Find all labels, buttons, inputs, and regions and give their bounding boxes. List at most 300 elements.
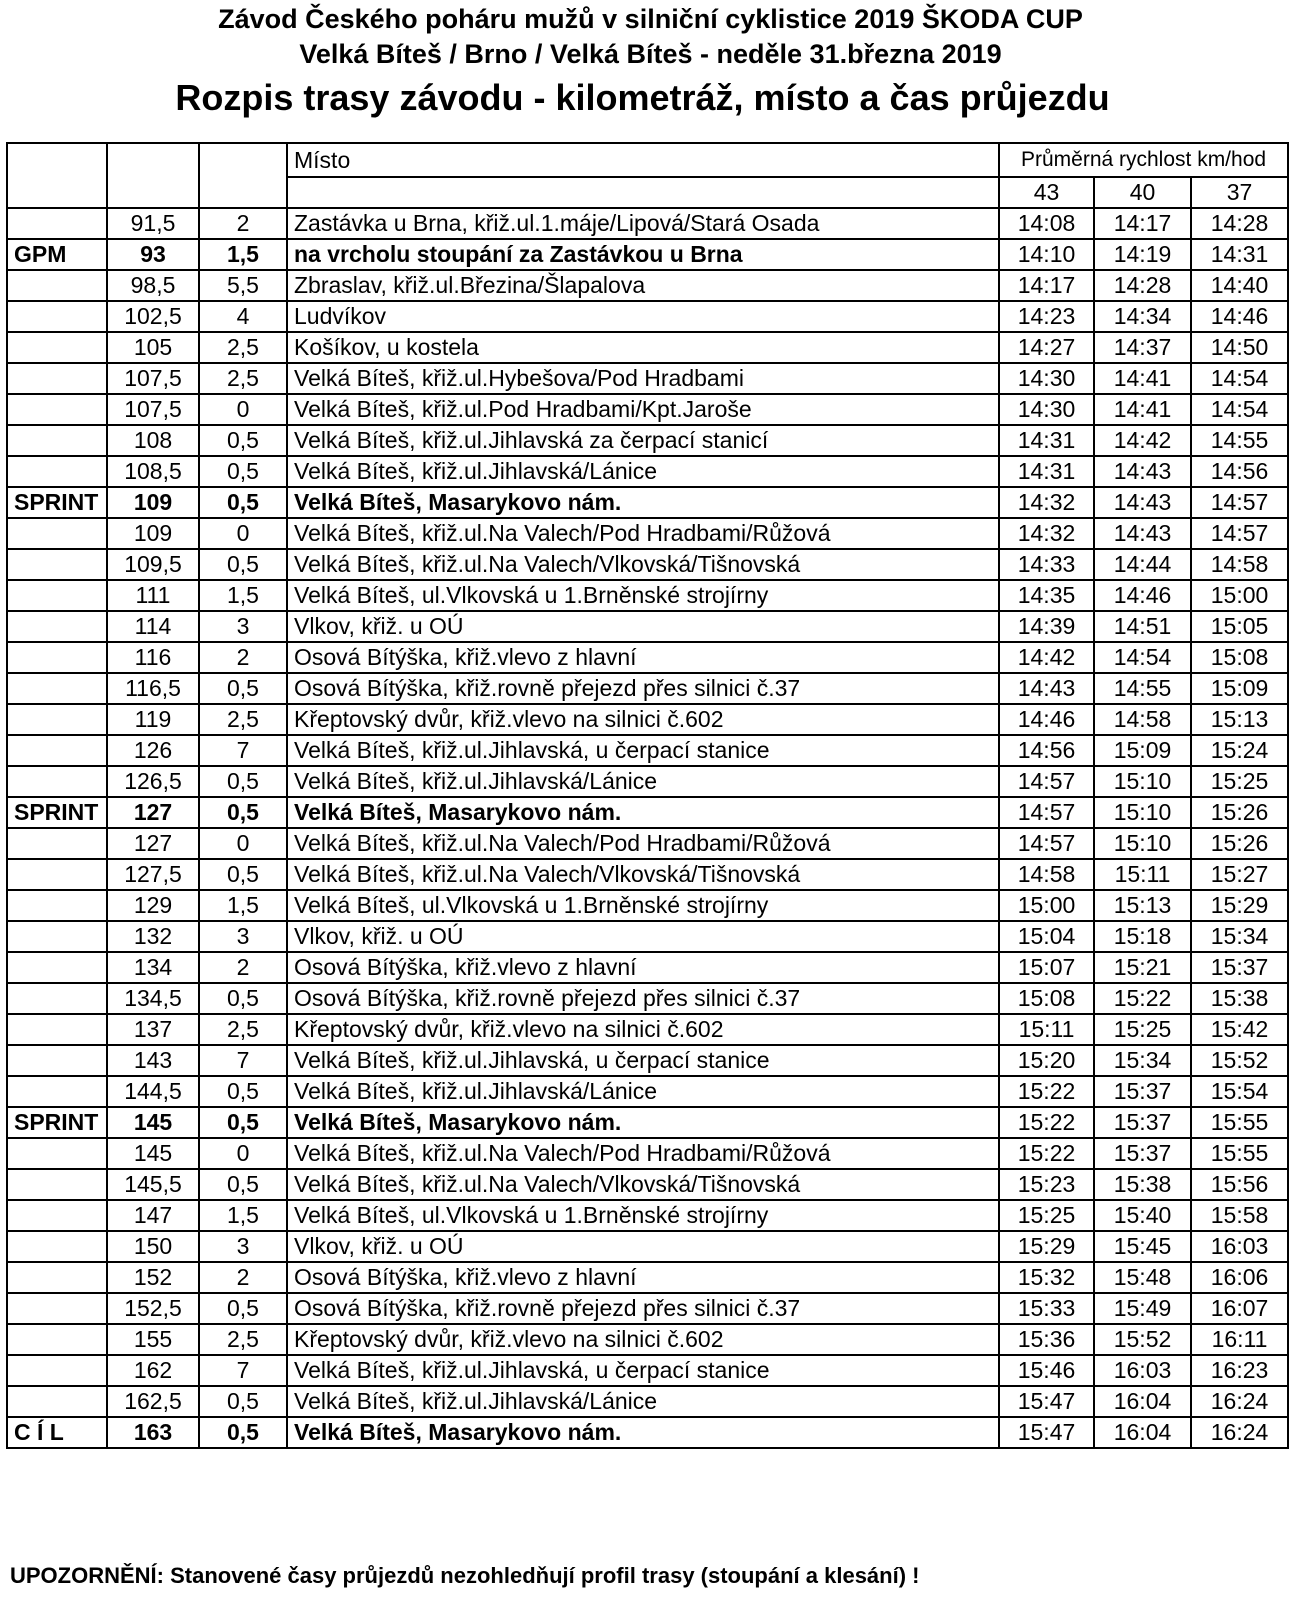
time-43-cell: 14:57 <box>999 828 1094 859</box>
km-cell: 129 <box>107 890 199 921</box>
time-43-cell: 15:25 <box>999 1200 1094 1231</box>
place-cell: Velká Bíteš, Masarykovo nám. <box>287 1417 999 1448</box>
place-header: Místo <box>287 143 999 177</box>
table-row <box>7 301 1288 332</box>
table-row <box>7 456 1288 487</box>
km-cell: 116,5 <box>107 673 199 704</box>
time-43-cell: 15:47 <box>999 1417 1094 1448</box>
place-cell: Křeptovský dvůr, křiž.vlevo na silnici č.602 <box>287 1014 999 1045</box>
distance-cell: 0,5 <box>199 673 287 704</box>
row-label <box>7 1293 107 1324</box>
row-label <box>7 208 107 239</box>
route-table-body <box>7 143 1288 1448</box>
distance-cell: 0,5 <box>199 983 287 1014</box>
row-label <box>7 518 107 549</box>
time-40-cell: 14:43 <box>1094 518 1191 549</box>
title-line-2: Velká Bíteš / Brno / Velká Bíteš - neděle 31.března 2019 <box>299 39 1002 69</box>
table-row <box>7 208 1288 239</box>
time-40-cell: 14:17 <box>1094 208 1191 239</box>
km-cell: 150 <box>107 1231 199 1262</box>
row-label <box>7 1355 107 1386</box>
time-40-cell: 15:10 <box>1094 828 1191 859</box>
time-43-cell: 15:22 <box>999 1076 1094 1107</box>
row-label <box>7 673 107 704</box>
time-40-cell: 15:18 <box>1094 921 1191 952</box>
time-37-cell: 14:58 <box>1191 549 1288 580</box>
time-37-cell: 14:50 <box>1191 332 1288 363</box>
time-40-cell: 14:54 <box>1094 642 1191 673</box>
distance-cell: 2 <box>199 208 287 239</box>
place-cell: Ludvíkov <box>287 301 999 332</box>
time-40-cell: 14:58 <box>1094 704 1191 735</box>
header-row <box>7 143 1288 177</box>
table-row <box>7 518 1288 549</box>
table-row <box>7 580 1288 611</box>
place-cell: Zastávka u Brna, křiž.ul.1.máje/Lipová/Stará Osada <box>287 208 999 239</box>
time-40-cell: 15:22 <box>1094 983 1191 1014</box>
place-cell: Velká Bíteš, křiž.ul.Na Valech/Vlkovská/Tišnovská <box>287 1169 999 1200</box>
row-label <box>7 1200 107 1231</box>
km-cell: 102,5 <box>107 301 199 332</box>
km-cell: 126 <box>107 735 199 766</box>
time-40-cell: 15:52 <box>1094 1324 1191 1355</box>
distance-cell: 3 <box>199 611 287 642</box>
route-table <box>6 142 1289 1449</box>
row-label <box>7 1262 107 1293</box>
distance-cell: 0,5 <box>199 456 287 487</box>
place-cell: Vlkov, křiž. u OÚ <box>287 921 999 952</box>
row-label <box>7 1386 107 1417</box>
time-43-cell: 14:56 <box>999 735 1094 766</box>
place-cell: Vlkov, křiž. u OÚ <box>287 1231 999 1262</box>
time-43-cell: 15:36 <box>999 1324 1094 1355</box>
time-40-cell: 15:11 <box>1094 859 1191 890</box>
table-row <box>7 549 1288 580</box>
place-cell: Osová Bítýška, křiž.rovně přejezd přes silnici č.37 <box>287 1293 999 1324</box>
time-40-cell: 15:40 <box>1094 1200 1191 1231</box>
km-cell: 109 <box>107 487 199 518</box>
row-label <box>7 983 107 1014</box>
place-cell: Velká Bíteš, ul.Vlkovská u 1.Brněnské strojírny <box>287 1200 999 1231</box>
row-label <box>7 1324 107 1355</box>
km-cell: 114 <box>107 611 199 642</box>
distance-cell: 0 <box>199 518 287 549</box>
table-row <box>7 363 1288 394</box>
time-43-cell: 14:57 <box>999 797 1094 828</box>
place-cell: Košíkov, u kostela <box>287 332 999 363</box>
place-cell: Velká Bíteš, křiž.ul.Hybešova/Pod Hradbami <box>287 363 999 394</box>
table-row <box>7 952 1288 983</box>
time-40-cell: 14:19 <box>1094 239 1191 270</box>
km-cell: 108 <box>107 425 199 456</box>
time-40-cell: 15:21 <box>1094 952 1191 983</box>
place-cell: Velká Bíteš, křiž.ul.Jihlavská, u čerpací stanice <box>287 1045 999 1076</box>
row-label: SPRINT <box>7 1107 107 1138</box>
distance-cell: 1,5 <box>199 580 287 611</box>
time-37-cell: 16:06 <box>1191 1262 1288 1293</box>
km-cell: 116 <box>107 642 199 673</box>
km-cell: 152,5 <box>107 1293 199 1324</box>
distance-cell: 0,5 <box>199 425 287 456</box>
time-37-cell: 14:55 <box>1191 425 1288 456</box>
place-cell: Velká Bíteš, křiž.ul.Na Valech/Pod Hradbami/Růžová <box>287 828 999 859</box>
time-43-cell: 14:58 <box>999 859 1094 890</box>
time-37-cell: 15:05 <box>1191 611 1288 642</box>
header-label-cell <box>7 143 107 208</box>
time-37-cell: 16:23 <box>1191 1355 1288 1386</box>
time-43-cell: 14:43 <box>999 673 1094 704</box>
time-37-cell: 15:34 <box>1191 921 1288 952</box>
row-label <box>7 1014 107 1045</box>
row-label: SPRINT <box>7 797 107 828</box>
row-label <box>7 580 107 611</box>
place-cell: Velká Bíteš, křiž.ul.Na Valech/Pod Hradbami/Růžová <box>287 518 999 549</box>
time-40-cell: 15:13 <box>1094 890 1191 921</box>
place-cell: Osová Bítýška, křiž.vlevo z hlavní <box>287 952 999 983</box>
time-43-cell: 14:30 <box>999 363 1094 394</box>
time-43-cell: 15:11 <box>999 1014 1094 1045</box>
distance-cell: 2 <box>199 1262 287 1293</box>
distance-cell: 2 <box>199 642 287 673</box>
row-label <box>7 952 107 983</box>
distance-cell: 0,5 <box>199 1417 287 1448</box>
place-cell: Velká Bíteš, křiž.ul.Jihlavská/Lánice <box>287 766 999 797</box>
table-row <box>7 1200 1288 1231</box>
time-40-cell: 15:10 <box>1094 797 1191 828</box>
place-cell: Velká Bíteš, křiž.ul.Jihlavská/Lánice <box>287 1386 999 1417</box>
time-40-cell: 15:25 <box>1094 1014 1191 1045</box>
time-43-cell: 14:35 <box>999 580 1094 611</box>
time-43-cell: 14:08 <box>999 208 1094 239</box>
time-43-cell: 15:29 <box>999 1231 1094 1262</box>
place-cell: Křeptovský dvůr, křiž.vlevo na silnici č.602 <box>287 704 999 735</box>
speed-37: 37 <box>1191 177 1288 208</box>
place-cell: Velká Bíteš, ul.Vlkovská u 1.Brněnské strojírny <box>287 580 999 611</box>
km-cell: 155 <box>107 1324 199 1355</box>
distance-cell: 2 <box>199 952 287 983</box>
table-row <box>7 890 1288 921</box>
place-cell: Velká Bíteš, křiž.ul.Jihlavská/Lánice <box>287 1076 999 1107</box>
distance-cell: 7 <box>199 1355 287 1386</box>
row-label: C Í L <box>7 1417 107 1448</box>
row-label <box>7 921 107 952</box>
table-row <box>7 797 1288 828</box>
table-row <box>7 1231 1288 1262</box>
time-37-cell: 15:00 <box>1191 580 1288 611</box>
km-cell: 163 <box>107 1417 199 1448</box>
table-row <box>7 239 1288 270</box>
distance-cell: 0 <box>199 394 287 425</box>
time-37-cell: 15:52 <box>1191 1045 1288 1076</box>
table-row <box>7 859 1288 890</box>
distance-cell: 2,5 <box>199 332 287 363</box>
place-cell: Osová Bítýška, křiž.rovně přejezd přes silnici č.37 <box>287 673 999 704</box>
table-row <box>7 828 1288 859</box>
time-37-cell: 14:28 <box>1191 208 1288 239</box>
table-row <box>7 1386 1288 1417</box>
distance-cell: 0,5 <box>199 859 287 890</box>
time-43-cell: 15:08 <box>999 983 1094 1014</box>
time-37-cell: 14:54 <box>1191 363 1288 394</box>
time-40-cell: 15:37 <box>1094 1138 1191 1169</box>
time-43-cell: 14:42 <box>999 642 1094 673</box>
distance-cell: 0,5 <box>199 1169 287 1200</box>
place-cell: Velká Bíteš, křiž.ul.Jihlavská za čerpací stanicí <box>287 425 999 456</box>
place-cell: Zbraslav, křiž.ul.Březina/Šlapalova <box>287 270 999 301</box>
km-cell: 109,5 <box>107 549 199 580</box>
place-cell: Velká Bíteš, křiž.ul.Na Valech/Vlkovská/Tišnovská <box>287 549 999 580</box>
time-43-cell: 14:10 <box>999 239 1094 270</box>
time-40-cell: 16:03 <box>1094 1355 1191 1386</box>
time-40-cell: 15:37 <box>1094 1076 1191 1107</box>
time-37-cell: 15:27 <box>1191 859 1288 890</box>
table-row <box>7 1262 1288 1293</box>
place-cell: Velká Bíteš, ul.Vlkovská u 1.Brněnské strojírny <box>287 890 999 921</box>
time-43-cell: 15:00 <box>999 890 1094 921</box>
row-label <box>7 1169 107 1200</box>
time-43-cell: 14:30 <box>999 394 1094 425</box>
time-43-cell: 15:04 <box>999 921 1094 952</box>
time-43-cell: 15:46 <box>999 1355 1094 1386</box>
notice: UPOZORNĚNÍ: Stanovené časy průjezdů nezohledňují profil trasy (stoupání a klesání) ! <box>10 1563 920 1588</box>
row-label <box>7 425 107 456</box>
place-cell: Osová Bítýška, křiž.vlevo z hlavní <box>287 1262 999 1293</box>
time-37-cell: 15:55 <box>1191 1107 1288 1138</box>
km-cell: 109 <box>107 518 199 549</box>
distance-cell: 0,5 <box>199 1293 287 1324</box>
row-label <box>7 766 107 797</box>
time-43-cell: 15:33 <box>999 1293 1094 1324</box>
time-43-cell: 15:23 <box>999 1169 1094 1200</box>
main-title: Rozpis trasy závodu - kilometráž, místo a čas průjezdu <box>175 77 1110 118</box>
time-37-cell: 15:09 <box>1191 673 1288 704</box>
distance-cell: 0,5 <box>199 549 287 580</box>
time-37-cell: 14:57 <box>1191 518 1288 549</box>
table-row <box>7 425 1288 456</box>
title-line-1: Závod Českého poháru mužů v silniční cyklistice 2019 ŠKODA CUP <box>218 4 1083 34</box>
km-cell: 145 <box>107 1138 199 1169</box>
distance-cell: 0,5 <box>199 1107 287 1138</box>
row-label <box>7 363 107 394</box>
time-40-cell: 14:43 <box>1094 456 1191 487</box>
time-40-cell: 15:09 <box>1094 735 1191 766</box>
time-40-cell: 14:55 <box>1094 673 1191 704</box>
distance-cell: 1,5 <box>199 1200 287 1231</box>
row-label <box>7 642 107 673</box>
row-label <box>7 1076 107 1107</box>
distance-cell: 7 <box>199 735 287 766</box>
time-43-cell: 15:07 <box>999 952 1094 983</box>
distance-cell: 2,5 <box>199 1324 287 1355</box>
table-row <box>7 1293 1288 1324</box>
time-40-cell: 15:10 <box>1094 766 1191 797</box>
time-43-cell: 14:27 <box>999 332 1094 363</box>
table-row <box>7 1045 1288 1076</box>
table-row <box>7 673 1288 704</box>
distance-cell: 0,5 <box>199 797 287 828</box>
time-43-cell: 15:32 <box>999 1262 1094 1293</box>
table-row <box>7 1138 1288 1169</box>
place-cell: Velká Bíteš, křiž.ul.Na Valech/Vlkovská/Tišnovská <box>287 859 999 890</box>
km-cell: 143 <box>107 1045 199 1076</box>
time-37-cell: 15:38 <box>1191 983 1288 1014</box>
header-distance-cell <box>199 143 287 208</box>
table-row <box>7 766 1288 797</box>
time-40-cell: 14:41 <box>1094 394 1191 425</box>
time-37-cell: 15:42 <box>1191 1014 1288 1045</box>
time-43-cell: 14:17 <box>999 270 1094 301</box>
table-row <box>7 735 1288 766</box>
distance-cell: 1,5 <box>199 890 287 921</box>
row-label <box>7 549 107 580</box>
time-43-cell: 14:57 <box>999 766 1094 797</box>
time-40-cell: 14:42 <box>1094 425 1191 456</box>
km-cell: 152 <box>107 1262 199 1293</box>
table-row <box>7 332 1288 363</box>
km-cell: 91,5 <box>107 208 199 239</box>
table-row <box>7 1324 1288 1355</box>
time-37-cell: 15:24 <box>1191 735 1288 766</box>
time-37-cell: 16:11 <box>1191 1324 1288 1355</box>
row-label <box>7 270 107 301</box>
table-row <box>7 1355 1288 1386</box>
distance-cell: 0 <box>199 1138 287 1169</box>
km-cell: 108,5 <box>107 456 199 487</box>
time-37-cell: 14:46 <box>1191 301 1288 332</box>
distance-cell: 0 <box>199 828 287 859</box>
place-cell: Velká Bíteš, Masarykovo nám. <box>287 487 999 518</box>
place-header-blank <box>287 177 999 208</box>
km-cell: 107,5 <box>107 363 199 394</box>
time-40-cell: 16:04 <box>1094 1417 1191 1448</box>
time-43-cell: 14:46 <box>999 704 1094 735</box>
time-40-cell: 15:49 <box>1094 1293 1191 1324</box>
speed-43: 43 <box>999 177 1094 208</box>
table-row <box>7 1417 1288 1448</box>
time-37-cell: 15:29 <box>1191 890 1288 921</box>
table-row <box>7 270 1288 301</box>
time-40-cell: 16:04 <box>1094 1386 1191 1417</box>
time-43-cell: 15:47 <box>999 1386 1094 1417</box>
table-row <box>7 1076 1288 1107</box>
time-37-cell: 15:13 <box>1191 704 1288 735</box>
km-cell: 107,5 <box>107 394 199 425</box>
place-cell: na vrcholu stoupání za Zastávkou u Brna <box>287 239 999 270</box>
place-cell: Křeptovský dvůr, křiž.vlevo na silnici č.602 <box>287 1324 999 1355</box>
time-40-cell: 15:48 <box>1094 1262 1191 1293</box>
time-43-cell: 14:31 <box>999 425 1094 456</box>
time-40-cell: 15:38 <box>1094 1169 1191 1200</box>
table-row <box>7 1107 1288 1138</box>
time-37-cell: 15:55 <box>1191 1138 1288 1169</box>
table-row <box>7 921 1288 952</box>
time-37-cell: 14:56 <box>1191 456 1288 487</box>
place-cell: Vlkov, křiž. u OÚ <box>287 611 999 642</box>
time-40-cell: 15:45 <box>1094 1231 1191 1262</box>
row-label <box>7 394 107 425</box>
time-43-cell: 14:32 <box>999 518 1094 549</box>
time-37-cell: 15:08 <box>1191 642 1288 673</box>
table-row <box>7 487 1288 518</box>
time-43-cell: 15:22 <box>999 1107 1094 1138</box>
table-row <box>7 704 1288 735</box>
km-cell: 127 <box>107 797 199 828</box>
time-43-cell: 15:22 <box>999 1138 1094 1169</box>
time-37-cell: 14:54 <box>1191 394 1288 425</box>
speed-header: Průměrná rychlost km/hod <box>999 143 1288 177</box>
time-43-cell: 14:32 <box>999 487 1094 518</box>
row-label <box>7 1138 107 1169</box>
time-37-cell: 14:31 <box>1191 239 1288 270</box>
km-cell: 127 <box>107 828 199 859</box>
time-43-cell: 14:39 <box>999 611 1094 642</box>
place-cell: Velká Bíteš, Masarykovo nám. <box>287 797 999 828</box>
time-37-cell: 15:26 <box>1191 828 1288 859</box>
time-37-cell: 14:40 <box>1191 270 1288 301</box>
speed-40: 40 <box>1094 177 1191 208</box>
distance-cell: 5,5 <box>199 270 287 301</box>
table-row <box>7 1014 1288 1045</box>
place-cell: Osová Bítýška, křiž.rovně přejezd přes silnici č.37 <box>287 983 999 1014</box>
row-label <box>7 332 107 363</box>
distance-cell: 1,5 <box>199 239 287 270</box>
km-cell: 145,5 <box>107 1169 199 1200</box>
time-43-cell: 15:20 <box>999 1045 1094 1076</box>
distance-cell: 0,5 <box>199 1386 287 1417</box>
place-cell: Velká Bíteš, křiž.ul.Pod Hradbami/Kpt.Jaroše <box>287 394 999 425</box>
time-37-cell: 15:54 <box>1191 1076 1288 1107</box>
place-cell: Velká Bíteš, křiž.ul.Jihlavská/Lánice <box>287 456 999 487</box>
time-40-cell: 15:37 <box>1094 1107 1191 1138</box>
time-40-cell: 14:28 <box>1094 270 1191 301</box>
table-row <box>7 1169 1288 1200</box>
km-cell: 93 <box>107 239 199 270</box>
row-label <box>7 859 107 890</box>
km-cell: 137 <box>107 1014 199 1045</box>
place-cell: Velká Bíteš, křiž.ul.Jihlavská, u čerpací stanice <box>287 735 999 766</box>
time-40-cell: 14:46 <box>1094 580 1191 611</box>
km-cell: 144,5 <box>107 1076 199 1107</box>
km-cell: 147 <box>107 1200 199 1231</box>
distance-cell: 2,5 <box>199 704 287 735</box>
distance-cell: 7 <box>199 1045 287 1076</box>
row-label: SPRINT <box>7 487 107 518</box>
time-37-cell: 16:24 <box>1191 1386 1288 1417</box>
time-37-cell: 15:26 <box>1191 797 1288 828</box>
distance-cell: 0,5 <box>199 1076 287 1107</box>
km-cell: 162,5 <box>107 1386 199 1417</box>
km-cell: 127,5 <box>107 859 199 890</box>
row-label <box>7 890 107 921</box>
table-row <box>7 983 1288 1014</box>
distance-cell: 0,5 <box>199 766 287 797</box>
row-label <box>7 1045 107 1076</box>
km-cell: 134,5 <box>107 983 199 1014</box>
distance-cell: 3 <box>199 1231 287 1262</box>
place-cell: Velká Bíteš, křiž.ul.Jihlavská, u čerpací stanice <box>287 1355 999 1386</box>
distance-cell: 4 <box>199 301 287 332</box>
distance-cell: 2,5 <box>199 363 287 394</box>
place-cell: Velká Bíteš, Masarykovo nám. <box>287 1107 999 1138</box>
time-37-cell: 16:03 <box>1191 1231 1288 1262</box>
row-label <box>7 704 107 735</box>
time-37-cell: 14:57 <box>1191 487 1288 518</box>
km-cell: 162 <box>107 1355 199 1386</box>
time-40-cell: 14:37 <box>1094 332 1191 363</box>
row-label: GPM <box>7 239 107 270</box>
time-40-cell: 14:44 <box>1094 549 1191 580</box>
row-label <box>7 456 107 487</box>
